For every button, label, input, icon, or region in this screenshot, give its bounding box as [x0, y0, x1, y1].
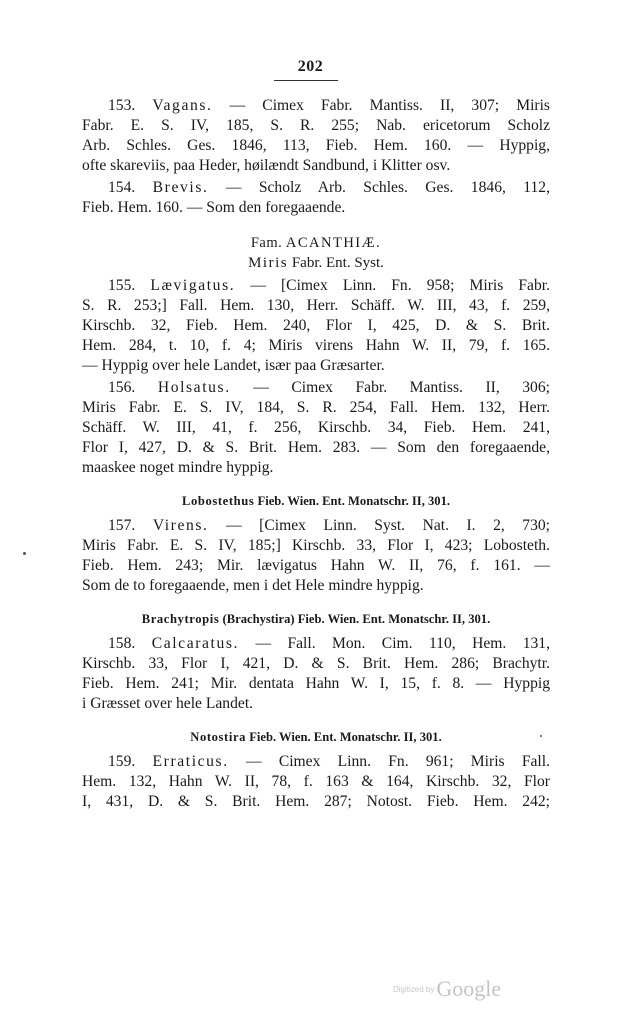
genus-name: Lobostethus — [181, 494, 255, 508]
google-logo: Google — [436, 976, 502, 1001]
entry-text: Fieb. Hem. 241; Mir. dentata Hahn W. I, 15, f. 8. — Hyppig — [82, 675, 550, 692]
entry-text: maaskee noget mindre hyppig. — [82, 459, 274, 476]
digitized-by-watermark — [393, 976, 501, 1002]
species-name: Brevis. — [152, 179, 209, 196]
genus-heading-notostira — [82, 728, 550, 746]
entry-text: i Græsset over hele Landet. — [82, 695, 254, 712]
family-label: Fam. — [250, 235, 283, 251]
page-number-rule — [274, 80, 338, 81]
species-entry-156 — [82, 378, 550, 478]
entry-text: Miris Fabr. E. S. IV, 184, S. R. 254, Fall. Hem. 132, Herr. — [82, 399, 550, 416]
species-name: Holsatus. — [157, 379, 231, 396]
entry-text: — Hyppig over hele Landet, især paa Græsarter. — [82, 357, 385, 374]
entry-text: Flor I, 427, D. & S. Brit. Hem. 283. — Som den foregaaende, — [82, 439, 550, 456]
entry-text: Som de to foregaaende, men i det Hele mindre hyppig. — [82, 577, 424, 594]
entry-text: — Cimex Fabr. Mantiss. II, 307; Miris — [229, 97, 550, 114]
scan-speck — [540, 735, 542, 737]
entry-number: 153. — [108, 97, 136, 114]
entry-text: — Scholz Arb. Schles. Ges. 1846, 112, — [225, 179, 550, 196]
entry-text: Schäff. W. III, 41, f. 256, Kirschb. 34, Fieb. Hem. 241, — [82, 419, 550, 436]
species-entry-154 — [82, 178, 550, 218]
entry-text: — Fall. Mon. Cim. 110, Hem. 131, — [255, 635, 550, 652]
species-name: Virens. — [152, 517, 209, 534]
genus-name: Miris — [248, 255, 289, 271]
entry-text: Hem. 284, t. 10, f. 4; Miris virens Hahn W. II, 79, f. 165. — [82, 337, 550, 354]
species-name: Calcaratus. — [151, 635, 240, 652]
genus-name: Notostira — [190, 730, 247, 744]
entry-text: — [Cimex Linn. Syst. Nat. I. 2, 730; — [226, 517, 550, 534]
genus-heading-lobostethus — [82, 492, 550, 510]
genus-name: Brachytropis — [141, 612, 220, 626]
entry-text: — Cimex Fabr. Mantiss. II, 306; — [253, 379, 550, 396]
species-entry-155 — [82, 276, 550, 376]
entry-text: — Cimex Linn. Fn. 961; Miris Fall. — [245, 753, 550, 770]
species-name: Lævigatus. — [150, 277, 236, 294]
entry-number: 155. — [108, 277, 136, 294]
entry-number: 159. — [108, 753, 136, 770]
entry-text: Hem. 132, Hahn W. II, 78, f. 163 & 164, Kirschb. 32, Flor — [82, 773, 550, 790]
entry-text: Miris Fabr. E. S. IV, 185;] Kirschb. 33, Flor I, 423; Lobosteth. — [82, 537, 550, 554]
species-name: Vagans. — [152, 97, 213, 114]
entry-text: Fabr. E. S. IV, 185, S. R. 255; Nab. ericetorum Scholz — [82, 117, 550, 134]
family-name: ACANTHIÆ. — [285, 235, 382, 251]
species-name: Erraticus. — [152, 753, 229, 770]
entry-text: Arb. Schles. Ges. 1846, 113, Fieb. Hem. 160. — Hyppig, — [82, 137, 550, 154]
species-entry-153 — [82, 96, 550, 176]
entry-text: S. R. 253;] Fall. Hem. 130, Herr. Schäff. W. III, 43, f. 259, — [82, 297, 550, 314]
entry-number: 156. — [108, 379, 136, 396]
entry-text: Kirschb. 33, Flor I, 421, D. & S. Brit. Hem. 286; Brachytr. — [82, 655, 550, 672]
genus-heading-brachytropis — [82, 610, 550, 628]
species-entry-159 — [82, 752, 550, 812]
entry-text: Kirschb. 32, Fieb. Hem. 240, Flor I, 425, D. & S. Brit. — [82, 317, 550, 334]
genus-authority: Fabr. Ent. Syst. — [291, 255, 384, 271]
entry-number: 158. — [108, 635, 136, 652]
entry-text: Fieb. Hem. 243; Mir. lævigatus Hahn W. II, 76, f. 161. — — [82, 557, 550, 574]
species-entry-157 — [82, 516, 550, 596]
genus-authority: (Brachystira) Fieb. Wien. Ent. Monatschr. II, 301. — [222, 612, 491, 626]
family-genus-heading — [82, 253, 550, 274]
page-number: 202 — [297, 58, 324, 75]
entry-text: ofte skareviis, paa Heder, høilændt Sandbund, i Klitter osv. — [82, 157, 451, 174]
entry-text: — [Cimex Linn. Fn. 958; Miris Fabr. — [250, 277, 550, 294]
entry-text: Fieb. Hem. 160. — Som den foregaaende. — [82, 199, 346, 216]
watermark-prefix: Digitized by — [393, 984, 435, 994]
entry-number: 157. — [108, 517, 136, 534]
genus-authority: Fieb. Wien. Ent. Monatschr. II, 301. — [257, 494, 451, 508]
genus-authority: Fieb. Wien. Ent. Monatschr. II, 301. — [249, 730, 442, 744]
species-entry-158 — [82, 634, 550, 714]
scan-speck — [23, 552, 26, 555]
entry-number: 154. — [108, 179, 136, 196]
page-body — [82, 96, 550, 812]
entry-text: I, 431, D. & S. Brit. Hem. 287; Notost. Fieb. Hem. 242; — [82, 793, 550, 810]
family-heading — [82, 234, 550, 253]
